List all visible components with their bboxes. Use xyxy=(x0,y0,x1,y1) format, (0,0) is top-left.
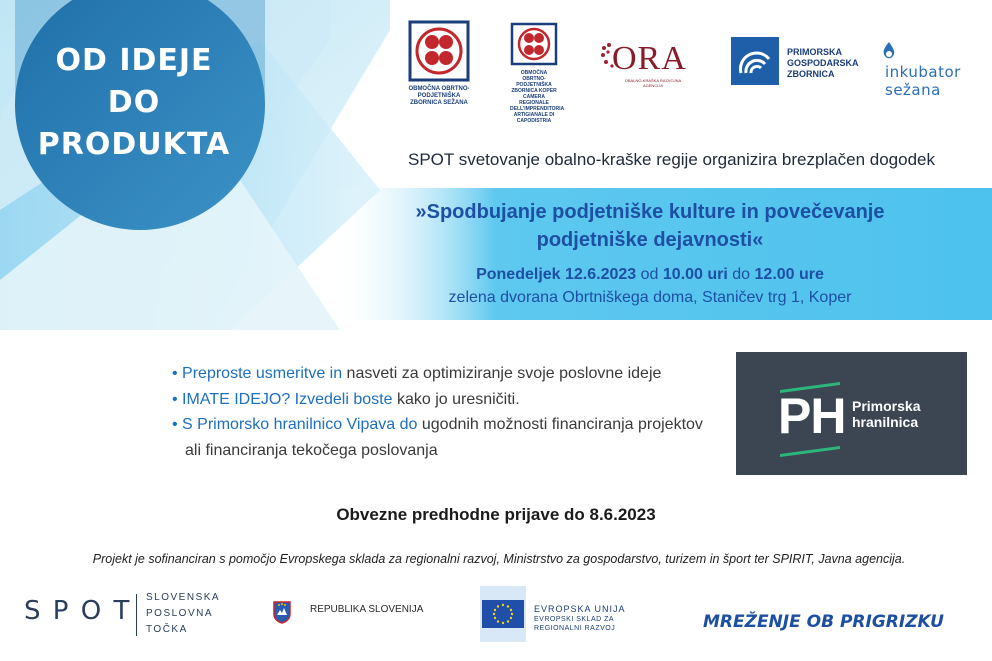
eu-line-3: REGIONALNI RAZVOJ xyxy=(534,625,616,632)
event-title-line-1: »Spodbujanje podjetniške kulture in povečevanje xyxy=(415,201,885,223)
hero-title-line-2: DO xyxy=(107,85,161,120)
hero-title xyxy=(34,40,234,166)
funding-statement: Projekt je sofinanciran s pomočjo Evropskega sklada za regionalni razvoj, Ministrstvo za gospodarstvo, turizem in šport ter SPIRIT, Javna agencija. xyxy=(92,552,906,566)
pgz-line-3: ZBORNICA xyxy=(787,69,835,79)
benefits-list xyxy=(172,361,732,463)
ora-wordmark: ORA xyxy=(612,40,687,77)
republika-slovenija-logo xyxy=(272,600,432,630)
list-item: • IMATE IDEJO? Izvedeli boste kako jo uresničiti. xyxy=(172,390,520,408)
inkubator-line-1: inkubator xyxy=(885,63,961,81)
ooz-sezana-caption: OBMOČNA OBRTNO-PODJETNIŠKA ZBORNICA SEŽANA xyxy=(408,86,470,106)
spot-wordmark: S P O T xyxy=(24,596,132,626)
pgz-logo xyxy=(731,37,859,85)
ph-mark: PH xyxy=(778,388,846,444)
pgz-line-1: PRIMORSKA xyxy=(787,47,843,57)
ooz-sezana-emblem-icon xyxy=(408,20,470,82)
bullet-icon: • xyxy=(172,416,183,433)
inkubator-line-2: sežana xyxy=(885,81,941,99)
ph-name-line-1: Primorska xyxy=(852,398,921,414)
ooz-koper-emblem-icon xyxy=(510,22,558,66)
spot-line-3: TOČKA xyxy=(146,624,188,635)
intro-text: SPOT svetovanje obalno-kraške regije organizira brezplačen dogodek xyxy=(408,150,935,169)
bullet-icon: • xyxy=(172,390,183,408)
republika-slovenija-text: REPUBLIKA SLOVENIJA xyxy=(310,604,424,615)
registration-deadline: Obvezne predhodne prijave do 8.6.2023 xyxy=(336,505,656,524)
ooz-koper-caption: OBMOČNA OBRTNO-PODJETNIŠKA ZBORNICA KOPER CAMERA REGIONALE DELL'IMPRENDITORIA ARTIGIANALE DI CAPODISTRIA xyxy=(510,70,565,124)
slovenia-coat-of-arms-icon xyxy=(272,600,292,624)
ooz-koper-logo xyxy=(510,22,565,124)
event-time-from: 10.00 uri xyxy=(662,266,728,283)
spot-line-2: POSLOVNA xyxy=(146,608,214,619)
networking-slogan: MREŽENJE OB PRIGRIZKU xyxy=(703,612,944,632)
event-from-word: od xyxy=(640,266,659,283)
eu-line-2: EVROPSKI SKLAD ZA xyxy=(534,616,615,623)
ora-tagline: OBALNO-KRAŠKA RAZVOJNA AGENCIJA xyxy=(624,78,682,88)
spot-logo xyxy=(24,590,224,640)
event-time-to: 12.00 ure xyxy=(754,266,824,283)
event-place: zelena dvorana Obrtniškega doma, Staničev trg 1, Koper xyxy=(448,289,852,306)
eu-flag-icon xyxy=(480,586,526,642)
eu-logo xyxy=(480,586,650,642)
event-date xyxy=(370,266,930,284)
pgz-line-2: GOSPODARSKA xyxy=(787,58,859,68)
pgz-emblem-icon xyxy=(731,37,779,85)
event-title-line-2: podjetniške dejavnosti« xyxy=(536,229,764,251)
hero-title-line-1: OD IDEJE xyxy=(55,43,213,78)
ora-logo xyxy=(600,40,686,90)
ooz-sezana-logo xyxy=(408,20,470,116)
spot-divider xyxy=(136,594,137,636)
inkubator-logo xyxy=(880,40,980,100)
bullet-icon: • xyxy=(172,365,183,382)
list-item: • Preproste usmeritve in nasveti za optimiziranje svoje poslovne ideje xyxy=(172,365,662,382)
event-title xyxy=(370,198,930,254)
hero-title-line-3: PRODUKTA xyxy=(37,127,231,162)
ph-name-line-2: hranilnica xyxy=(852,414,919,430)
list-item: • S Primorsko hranilnico Vipava do ugodnih možnosti financiranja projektov xyxy=(172,416,703,433)
event-to-word: do xyxy=(732,266,751,283)
eu-line-1: EVROPSKA UNIJA xyxy=(534,604,626,614)
primorska-hranilnica-logo xyxy=(736,352,967,475)
list-item-continuation: ali financiranja tekočega poslovanja xyxy=(185,441,438,459)
event-day: Ponedeljek 12.6.2023 xyxy=(476,266,637,283)
spot-line-1: SLOVENSKA xyxy=(146,592,221,603)
inkubator-flame-icon xyxy=(880,40,898,64)
